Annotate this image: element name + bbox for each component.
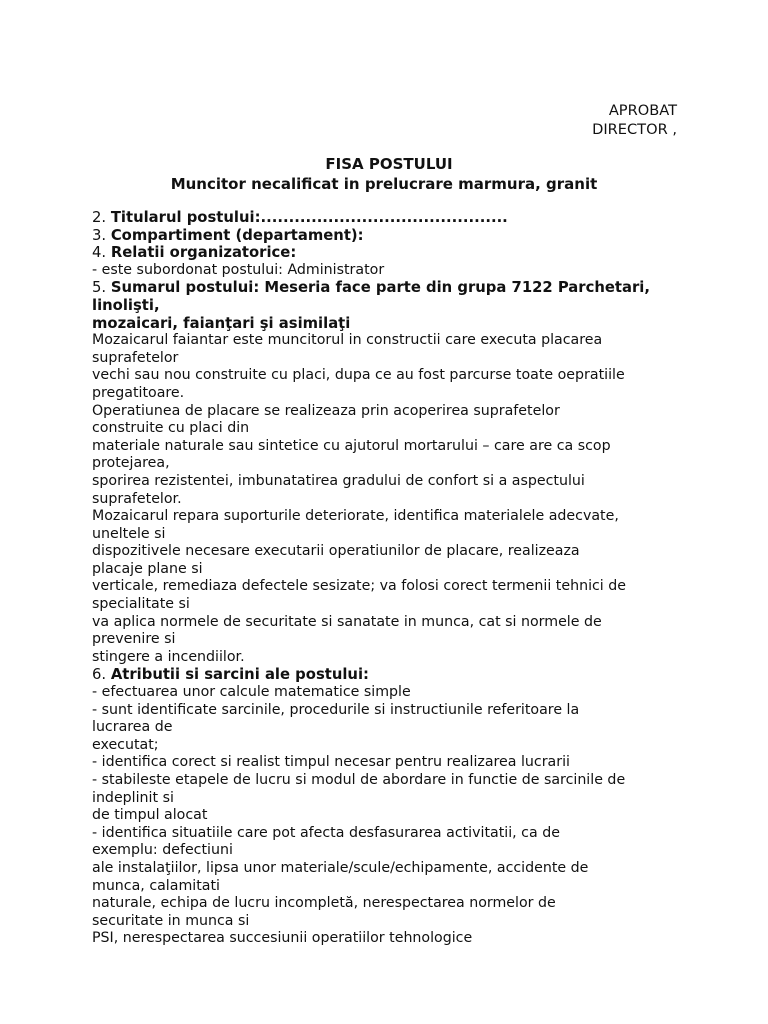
approval-director: DIRECTOR , [592, 121, 677, 138]
body-line [92, 930, 708, 948]
body-line [92, 350, 708, 368]
body-line-text: materiale naturale sau sintetice cu ajutorul mortarului – care are ca scop [92, 437, 611, 454]
body-line [92, 825, 708, 843]
body-line [92, 719, 708, 737]
body-line [92, 297, 708, 315]
body-line-text: - sunt identificate sarcinile, procedurile si instructiunile referitoare la [92, 701, 580, 718]
body-line [92, 596, 708, 614]
body-line [92, 684, 708, 702]
body-line [92, 508, 708, 526]
body-line [92, 561, 708, 579]
body-line-text: uneltele si [92, 525, 166, 542]
body-line-text: construite cu placi din [92, 420, 250, 437]
body-line-text: securitate in munca si [92, 912, 250, 929]
body-line-text: - identifica corect si realist timpul necesar pentru realizarea lucrarii [92, 754, 570, 771]
body-line [92, 543, 708, 561]
body-line [92, 315, 708, 333]
body-line-text: Operatiunea de placare se realizeaza prin acoperirea suprafetelor [92, 402, 560, 419]
body-line-bold-text: Compartiment (departament): [110, 226, 364, 244]
body-line [92, 209, 708, 227]
body-line [92, 666, 708, 684]
body-line [92, 227, 708, 245]
body-line [92, 649, 708, 667]
body-line-text: verticale, remediaza defectele sesizate; va folosi corect termenii tehnici de [92, 578, 626, 595]
body-line [92, 754, 708, 772]
body-line [92, 790, 708, 808]
approval-label: APROBAT [608, 102, 677, 119]
body-line-text: suprafetelor [92, 349, 179, 366]
body-line [92, 438, 708, 456]
body-line-text: protejarea, [92, 455, 170, 472]
body-line-text: vechi sau nou construite cu placi, dupa ce au fost parcurse toate oepratiile [92, 367, 625, 384]
body-line-bold-text: Relatii organizatorice: [110, 244, 297, 262]
body-line-text: indeplinit si [92, 789, 174, 806]
body-line-bold-text: mozaicari, faianţari şi asimilaţi [92, 314, 351, 332]
body-line-text: de timpul alocat [92, 807, 208, 824]
body-line [92, 473, 708, 491]
body-line [92, 702, 708, 720]
body-line-bold-text: Sumarul postului: Meseria face parte din grupa 7122 Parchetari, [110, 279, 650, 297]
body-line-text: munca, calamitati [92, 877, 220, 894]
body-line-text: - identifica situatiile care pot afecta desfasurarea activitatii, ca de [92, 824, 560, 841]
body-line [92, 403, 708, 421]
body-line [92, 262, 708, 280]
body-line-text: prevenire si [92, 631, 176, 648]
body-line [92, 807, 708, 825]
body-line-text: 6. [92, 666, 111, 684]
body-line [92, 455, 708, 473]
body-line [92, 895, 708, 913]
body-line [92, 526, 708, 544]
body-line [92, 578, 708, 596]
body-line [92, 367, 708, 385]
body-line-text: PSI, nerespectarea succesiunii operatiilor tehnologice [92, 930, 473, 947]
body-line [92, 279, 708, 297]
body-line-text: stingere a incendiilor. [92, 648, 245, 665]
body-line-text: 5. [92, 279, 111, 297]
body-line-text: Mozaicarul repara suporturile deteriorate, identifica materialele adecvate, [92, 508, 619, 525]
body-line-bold-text: Titularul postului:............................................ [110, 209, 508, 226]
body-line-text: 3. [92, 226, 111, 244]
body-line [92, 385, 708, 403]
body-line [92, 878, 708, 896]
body-line-text: - este subordonat postului: Administrator [92, 261, 385, 278]
body-line-text: sporirea rezistentei, imbunatatirea gradului de confort si a aspectului [92, 472, 585, 489]
body-line-text: executat; [92, 736, 159, 753]
body-line-bold-text: linolişti, [92, 296, 160, 314]
body-line-text: 4. [92, 244, 111, 262]
body-line-text: 2. [92, 209, 111, 226]
body-line-text: - efectuarea unor calcule matematice simple [92, 684, 411, 701]
body-line-text: va aplica normele de securitate si sanatate in munca, cat si normele de [92, 613, 602, 630]
document-title [0, 154, 768, 194]
body-line [92, 631, 708, 649]
body-line [92, 860, 708, 878]
body-line-text: specialitate si [92, 596, 190, 613]
body-line-text: ale instalaţiilor, lipsa unor materiale/scule/echipamente, accidente de [92, 859, 589, 876]
body-line [92, 244, 708, 262]
body-line-text: suprafetelor. [92, 490, 182, 507]
body-line [92, 842, 708, 860]
body-line-text: dispozitivele necesare executarii operatiunilor de placare, realizeaza [92, 543, 580, 560]
body-line [92, 332, 708, 350]
body-line-bold-text: Atributii si sarcini ale postului: [110, 666, 369, 684]
body-line [92, 772, 708, 790]
body-line-text: placaje plane si [92, 560, 203, 577]
body-line [92, 913, 708, 931]
body-line-text: lucrarea de [92, 719, 173, 736]
document-title-position: Muncitor necalificat in prelucrare marmura, granit [170, 175, 598, 193]
document-body [92, 209, 708, 948]
body-line-text: exemplu: defectiuni [92, 842, 233, 859]
body-line [92, 737, 708, 755]
body-line [92, 420, 708, 438]
body-line-text: pregatitoare. [92, 384, 185, 401]
body-line [92, 614, 708, 632]
body-line-text: Mozaicarul faiantar este muncitorul in constructii care executa placarea [92, 332, 603, 349]
body-line [92, 491, 708, 509]
document-title-main: FISA POSTULUI [325, 155, 453, 173]
body-line-text: - stabileste etapele de lucru si modul de abordare in functie de sarcinile de [92, 772, 626, 788]
approval-block [592, 101, 677, 139]
body-line-text: naturale, echipa de lucru incompletă, nerespectarea normelor de [92, 895, 556, 912]
